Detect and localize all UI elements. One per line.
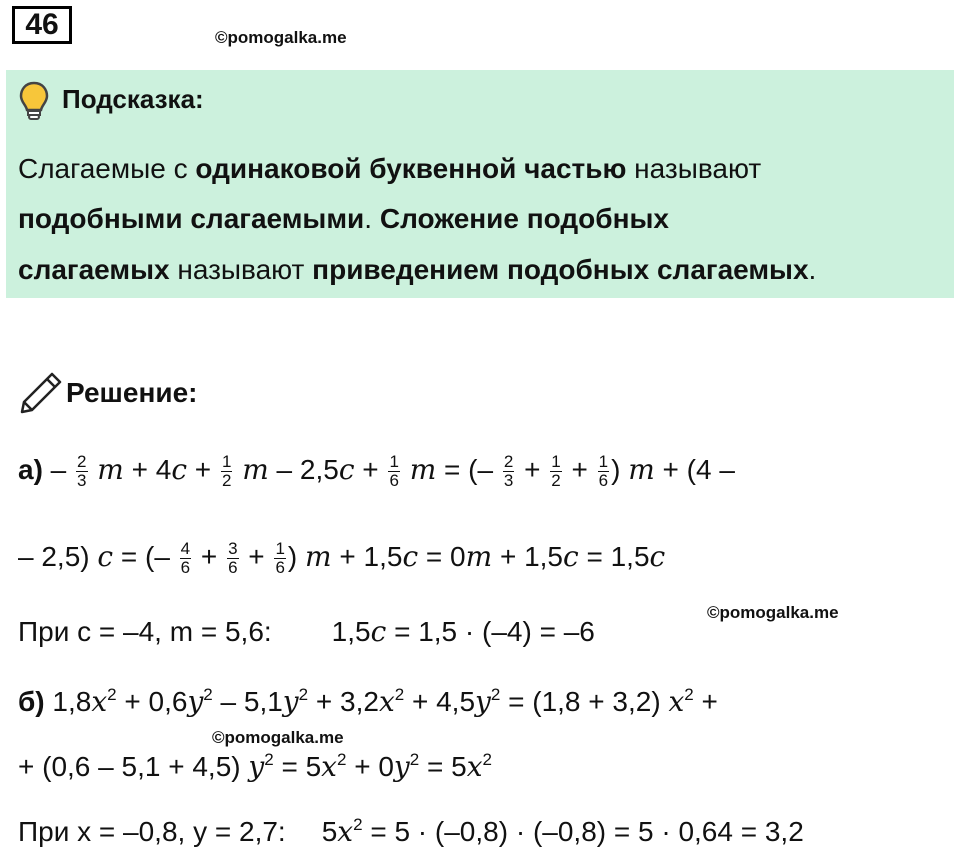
hint-line-1: Слагаемые с одинаковой буквенной частью называют <box>18 153 762 184</box>
part-a-line-1: а) – $\frac{2}{3}$ m + 4c + $\frac{1}{2}$ m – 2,5c + $\frac{1}{6}$ m = (– $\frac{2}{3}$ + $\frac{1}{2}$ + $\frac{1}{6}$ ) m + (4 – <box>18 452 735 491</box>
watermark-lower: ©pomogalka.me <box>212 728 344 747</box>
hint-line-3: слагаемых называют приведением подобных слагаемых. <box>18 254 817 285</box>
part-a-condition: При c = –4, m = 5,6: 1,5c = 1,5 · (–4) = –6 <box>18 615 595 648</box>
watermark-middle: ©pomogalka.me <box>707 603 839 622</box>
part-b-line-1: б) $1,8x^2 + 0,6y^2 - 5,1y^2 + 3,2x^2 + 4,5y^2 = (1,8 + 3,2) x^2$ + <box>18 685 718 718</box>
watermark-top: ©pomogalka.me <box>215 28 347 47</box>
hint-title: Подсказка: <box>62 84 204 114</box>
solution-title: Решение: <box>66 377 198 408</box>
lightbulb-icon <box>18 80 50 127</box>
part-b-line-2: + (0,6 – 5,1 + 4,5) $y^2 = 5x^2 + 0y^2 = 5x^2$ <box>18 750 492 783</box>
part-a-label: а) <box>18 454 43 485</box>
hint-line-2: подобными слагаемыми. Сложение подобных <box>18 203 669 234</box>
part-b-label: б) <box>18 686 45 717</box>
part-a-line-2: – 2,5) c = (– $\frac{4}{6}$ + $\frac{3}{6}$ + $\frac{1}{6}$ ) m + 1,5c = 0m + 1,5c = 1,5c <box>18 539 666 578</box>
task-number: 46 <box>12 6 72 44</box>
pencil-icon <box>18 370 64 421</box>
part-b-condition: При x = –0,8, y = 2,7: $5x^2 = 5 \cdot (-0,8) \cdot (-0,8) = 5 \cdot 0,64 = 3,2$ <box>18 815 804 848</box>
